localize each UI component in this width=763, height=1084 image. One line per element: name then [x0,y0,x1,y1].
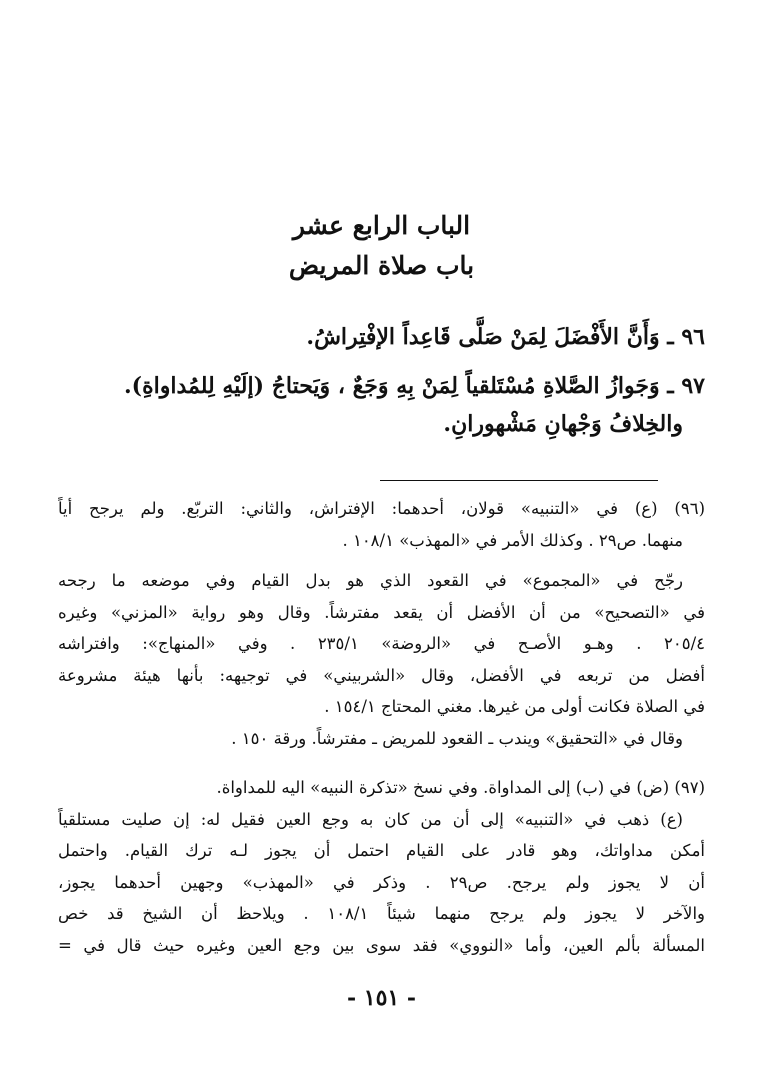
footnote-line: أمكن مداواتك، وهو قادر على القيام احتمل أن يجوز لـه ترك القيام. واحتمل [58,841,705,860]
footnote-96-continued [58,565,705,754]
footnote-line: (٩٧) (ض) في (ب) إلى المداواة. وفي نسخ «تذكرة النبيه» اليه للمداواة. [216,778,705,797]
footnote-line: في «التصحيح» من أن الأفضل أن يقعد مفترشاً. وقال وهو رواية «المزني» وغيره [58,602,705,622]
matn-line: والخِلافُ وَجْهانِ مَشْهورانِ. [443,411,683,437]
footnote-line: وقال في «التحقيق» ويندب ـ القعود للمريض ـ مفترشاً. ورقة ١٥٠ . [231,728,683,748]
footnote-line: (٩٦) (ع) في «التنبيه» قولان، أحدهما: الإفتراش، والثاني: التربّع. ولم يرجح أياً [58,499,705,518]
matn-item-96 [60,318,705,356]
footnote-line: المسألة بألم العين، وأما «النووي» فقد سوى بين وجع العين وغيره حيث قال في = [58,935,705,955]
chapter-title: الباب الرابع عشر [292,211,471,240]
footnote-divider [380,480,658,481]
footnote-line: رجّح في «المجموع» في القعود الذي هو بدل القيام وفي موضعه ما رجحه [58,571,683,590]
chapter-heading [0,206,763,286]
matn-line: ٩٧ ـ وَجَوازُ الصَّلاةِ مُسْتَلقياً لِمَنْ بِهِ وَجَعٌ ، وَيَحتاجُ (إلَيْهِ لِلمُداواةِ). [124,373,705,399]
matn-line: ٩٦ ـ وَأَنَّ الأَفْضَلَ لِمَنْ صَلَّى قَاعِداً الإفْتِراشُ. [306,324,705,350]
footnote-line: أن لا يجوز ولم يرجح. ص٢٩ . وذكر في «المهذب» وجهين أحدهما يجوز، [58,872,705,892]
footnote-97 [58,772,705,961]
footnote-line: منهما. ص٢٩ . وكذلك الأمر في «المهذب» ١٠٨/١ . [342,530,683,550]
footnote-line: أفضل من تربعه في الأفضل، وقال «الشربيني» في توجيهه: بأنها هيئة مشروعة [58,665,705,685]
chapter-subtitle: باب صلاة المريض [288,251,475,280]
matn-item-97 [60,367,705,443]
footnote-line: (ع) ذهب في «التنبيه» إلى أن من كان به وجع العين فقيل له: إن صليت مستلقياً [58,809,683,829]
footnote-line: ٢٠٥/٤ . وهـو الأصـح في «الروضة» ٢٣٥/١ . وفي «المنهاج»: وافتراشه [58,634,705,653]
footnote-96 [58,493,705,556]
page-number: - ١٥١ - [346,985,417,1011]
footnote-line: والآخر لا يجوز ولم يرجح منهما شيئاً ١٠٨/١ . ويلاحظ أن الشيخ قد خص [58,904,705,923]
footnote-line: في الصلاة فكانت أولى من غيرها. مغني المحتاج ١٥٤/١ . [324,697,705,716]
